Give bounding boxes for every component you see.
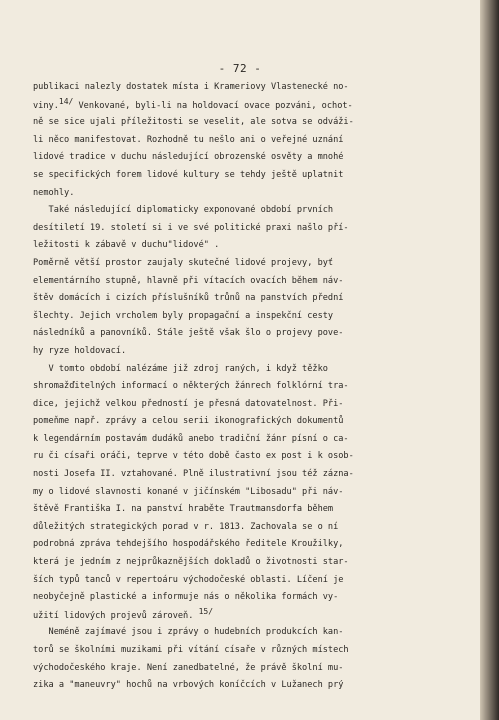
text-line: Také následující diplomaticky exponované období prvních: [33, 205, 334, 216]
book-page-edge: [480, 0, 499, 720]
text-line: hy ryze holdovací.: [33, 345, 127, 356]
text-line: publikaci nalezly dostatek místa i Krameriovy Vlastenecké no-: [33, 82, 349, 92]
text-line: se specifických forem lidové kultury se tehdy ještě uplatnit: [33, 169, 344, 180]
text-line: ších typů tanců v repertoáru východočeské oblasti. Líčení je: [33, 574, 344, 585]
text-line: torů se školními muzikami při vítání císaře v různých místech: [33, 645, 349, 655]
paragraph: [33, 624, 447, 694]
paragraph: [33, 202, 447, 360]
text-line: užití lidových projevů zároveň. 15/: [33, 606, 214, 621]
text-line: nemohly.: [33, 187, 75, 198]
text-line: dice, jejichž velkou předností je přesná datovatelnost. Při-: [33, 398, 344, 409]
text-line: štěv domácích i cizích příslušníků trůnů na panstvích přední: [33, 293, 344, 304]
text-line: Poměrně větší prostor zaujaly skutečné lidové projevy, byť: [33, 257, 334, 268]
text-line: k legendárním postavám dudáků anebo tradiční žánr písní o ca-: [33, 433, 349, 444]
text-line: ně se sice ujali příležitosti se veselit, ale sotva se odváži-: [33, 117, 354, 128]
body-text: [33, 79, 447, 695]
page-number: - 72 -: [218, 62, 262, 75]
text-line: štěvě Františka I. na panství hraběte Trautmansdorfa během: [33, 504, 334, 515]
text-line: důležitých strategických porad v r. 1813. Zachovala se o ní: [33, 521, 339, 532]
paragraph: [33, 79, 447, 202]
text-line: pomeňme např. zprávy a celou serii ikonografických dokumentů: [33, 416, 344, 427]
text-line: V tomto období nalézáme již zdroj raných, i když těžko: [33, 363, 328, 374]
text-line: nosti Josefa II. vztahované. Plně ilustrativní jsou též zázna-: [33, 469, 354, 480]
text-line: východočeského kraje. Není zanedbatelné, že právě školní mu-: [33, 662, 344, 673]
text-line: ležitosti k zábavě v duchu"lidové" .: [33, 240, 220, 251]
footnote-mark: 14/: [58, 96, 74, 106]
text-line: Neméně zajímavé jsou i zprávy o hudebních produkcích kan-: [33, 627, 344, 638]
text-line: následníků a panovníků. Stále ještě však šlo o projevy pove-: [33, 328, 344, 339]
text-line: viny.14/ Venkované, byli-li na holdovací ovace pozváni, ochot-: [33, 96, 353, 111]
text-line: podrobná zpráva tehdejšího hospodářského ředitele Kroužilky,: [33, 539, 344, 550]
footnote-mark: 15/: [198, 606, 214, 616]
text-line: elementárního stupně, hlavně při vítacích ovacích během náv-: [33, 275, 344, 286]
text-line: shromažďitelných informací o některých žánrech folklórní tra-: [33, 381, 349, 392]
text-line: která je jedním z nejprůkaznějších dokladů o životnosti star-: [33, 557, 349, 568]
paragraph: [33, 361, 447, 625]
text-line: šlechty. Jejich vrcholem byly propagační a inspekční cesty: [33, 310, 334, 321]
text-line: li něco manifestovat. Rozhodně tu nešlo ani o veřejné uznání: [33, 134, 344, 145]
text-line: my o lidové slavnosti konané v jičínském "Libosadu" při náv-: [33, 486, 344, 497]
text-line: lidové tradice v duchu následující obrozenské osvěty a mnohé: [33, 152, 344, 163]
text-line: neobyčejně plastické a informuje nás o několika formách vy-: [33, 592, 339, 603]
text-line: desítiletí 19. století si i ve své politické praxi našlo pří-: [33, 222, 349, 233]
text-line: zika a "maneuvry" hochů na vrbových koníčcích v Lužanech prý: [33, 680, 344, 691]
text-line: ru či císaři oráči, teprve v této době často ex post i k osob-: [33, 451, 354, 462]
